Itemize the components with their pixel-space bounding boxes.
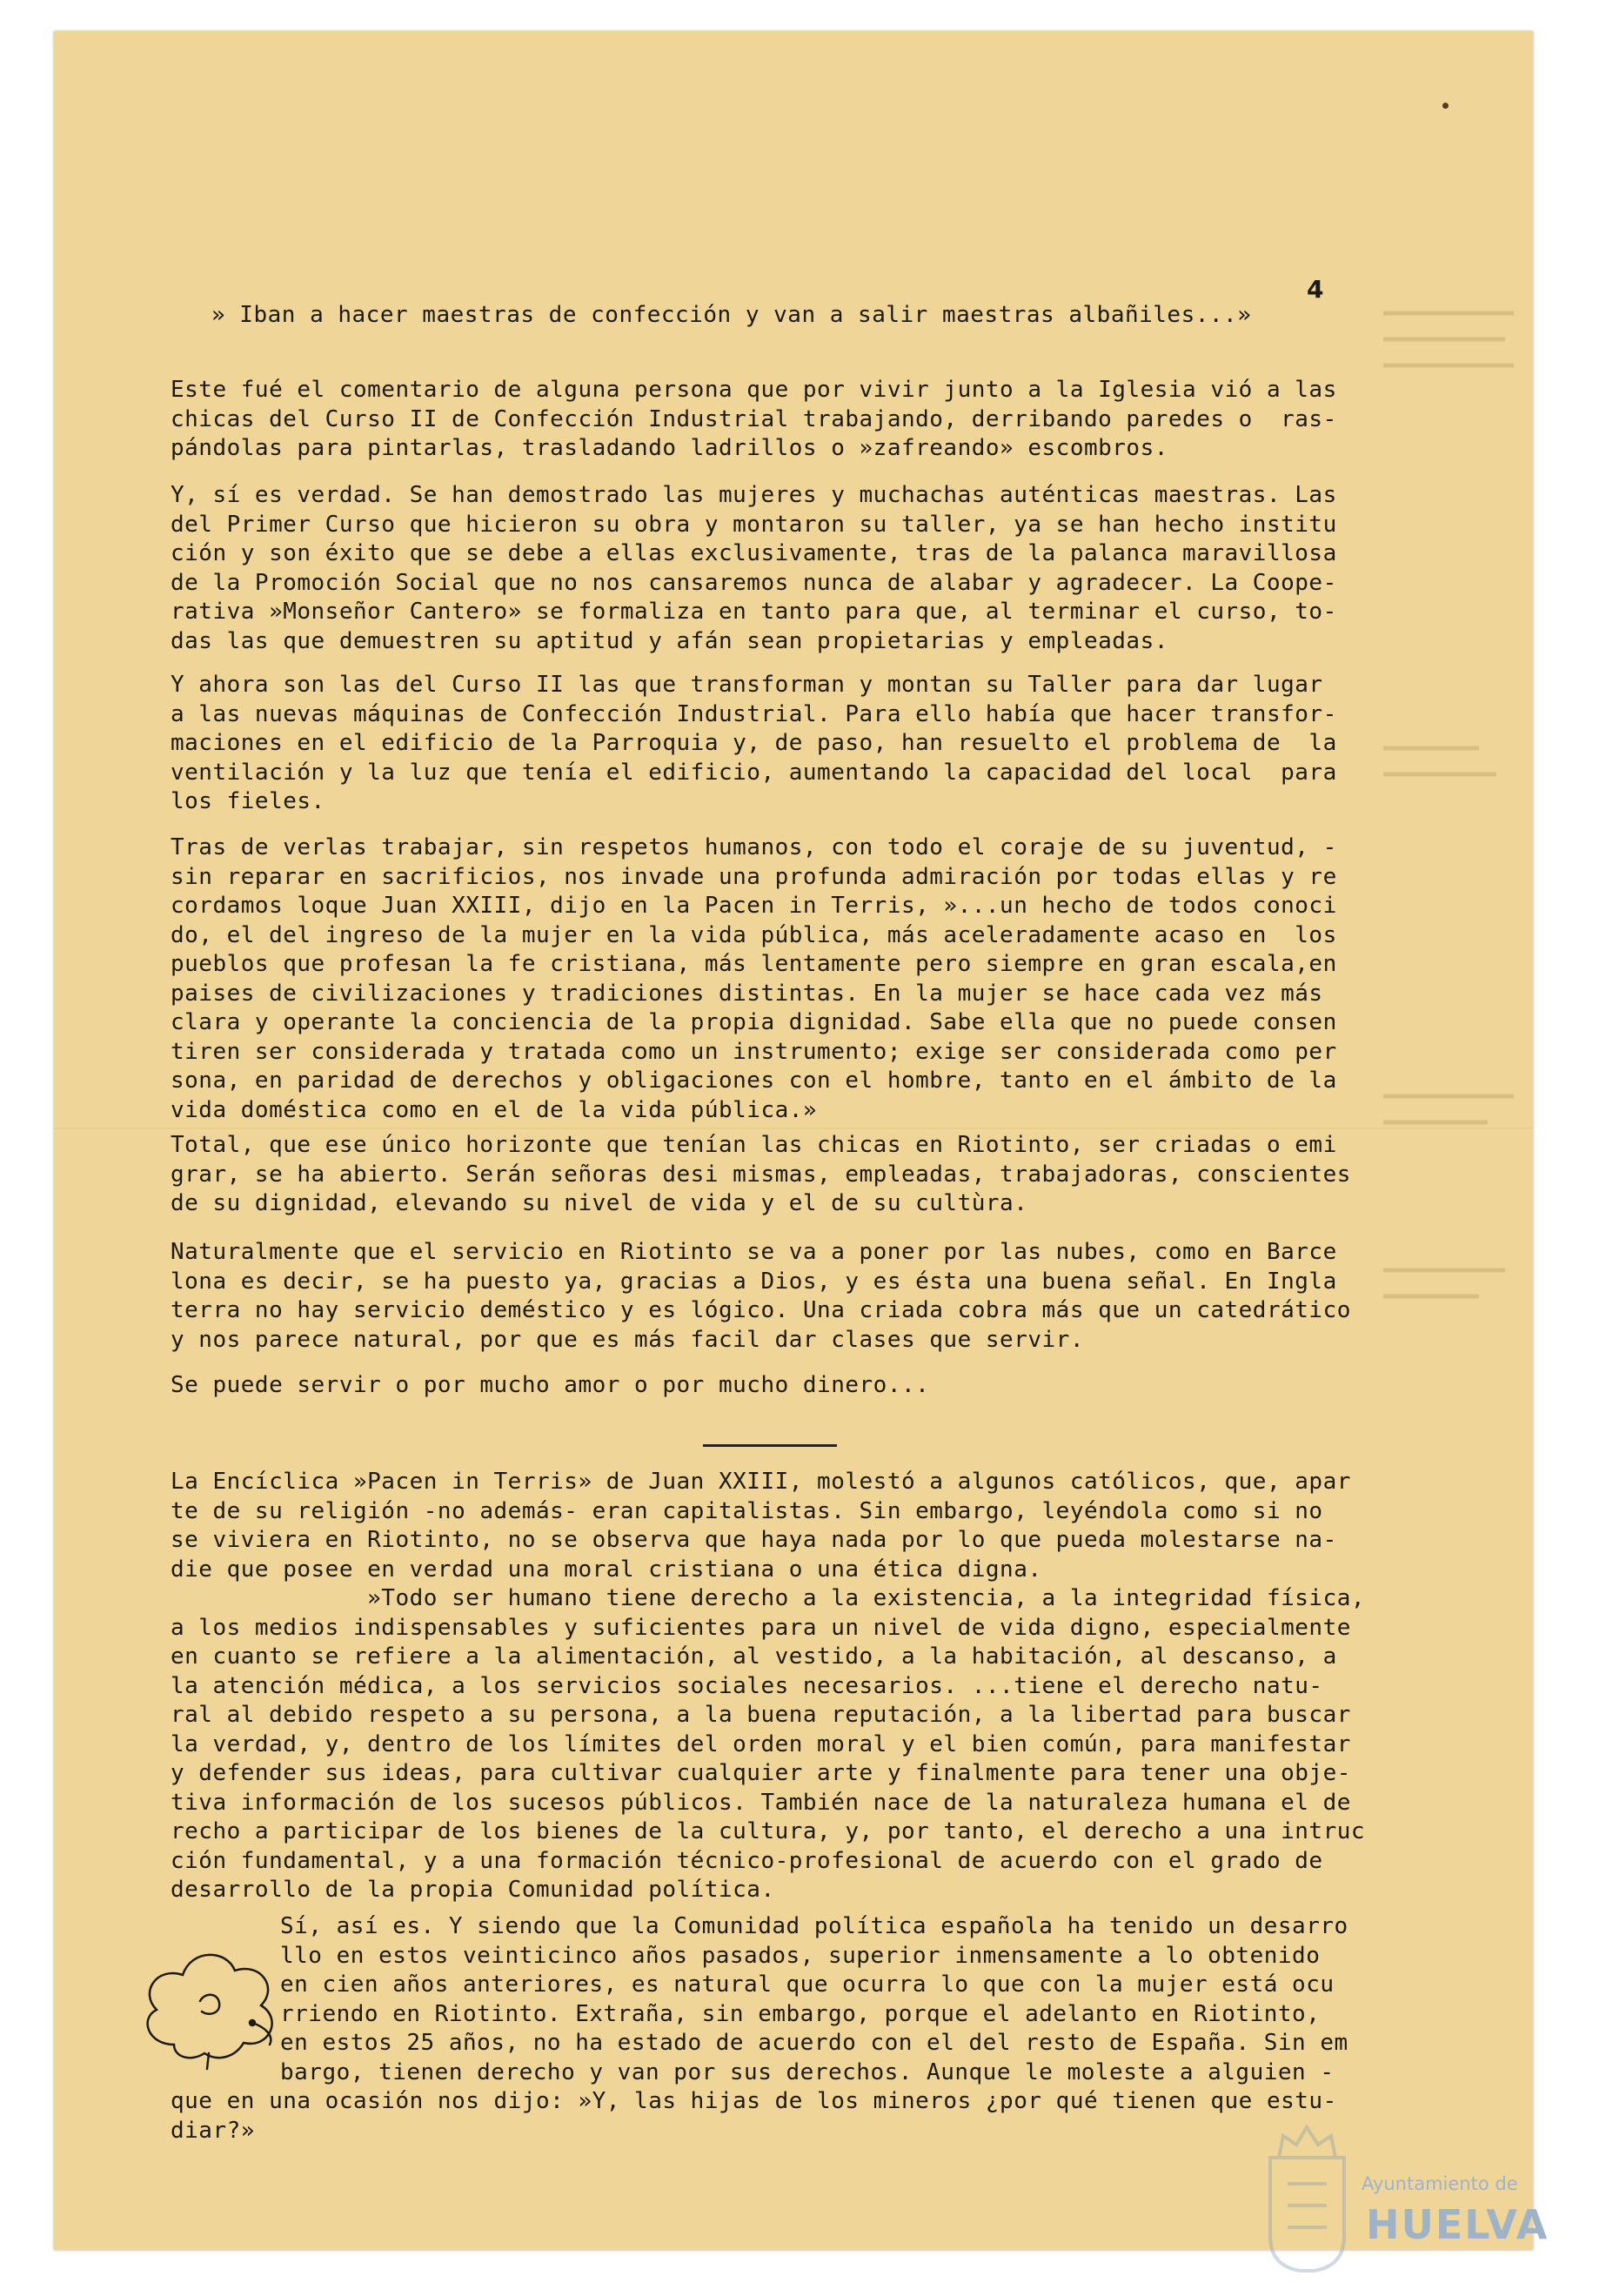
bleed-through-text — [1375, 261, 1522, 1740]
watermark-subtitle: Ayuntamiento de — [1362, 2173, 1518, 2194]
paragraph-line: paises de civilizaciones y tradiciones distintas. En la mujer se hace cada vez más — [171, 980, 1323, 1007]
paragraph-line: Total, que ese único horizonte que tenían las chicas en Riotinto, ser criadas o emi — [171, 1132, 1337, 1158]
paragraph-line: a las nuevas máquinas de Confección Industrial. Para ello había que hacer transfor- — [171, 700, 1337, 727]
section-separator — [703, 1444, 837, 1447]
paragraph-line: de su dignidad, elevando su nivel de vida y el de su cultùra. — [171, 1190, 1028, 1216]
paragraph-line: maciones en el edificio de la Parroquia y, de paso, han resuelto el problema de la — [171, 730, 1337, 756]
paragraph-line: cordamos loque Juan XXIII, dijo en la Pacen in Terris, »...un hecho de todos conoci — [171, 893, 1337, 919]
paragraph-line: clara y operante la conciencia de la propia dignidad. Sabe ella que no puede consen — [171, 1009, 1337, 1035]
paragraph-line: vida doméstica como en el de la vida pública.» — [171, 1096, 818, 1123]
ink-spot — [1442, 103, 1449, 109]
paragraph-line: pándolas para pintarlas, trasladando ladrillos o »zafreando» escombros. — [171, 435, 1168, 461]
conclusion-line: diar?» — [171, 2117, 255, 2144]
paragraph-line: sin reparar en sacrificios, nos invade una profunda admiración por todas ellas y re — [171, 863, 1337, 890]
paragraph-line: pueblos que profesan la fe cristiana, más lentamente pero siempre en gran escala,en — [171, 951, 1337, 977]
paragraph-line: del Primer Curso que hicieron su obra y montaron su taller, ya se han hecho institu — [171, 511, 1337, 538]
paragraph-line: chicas del Curso II de Confección Industrial trabajando, derribando paredes o ras- — [171, 405, 1337, 432]
encyclical-line: recho a participar de los bienes de la cultura, y, por tanto, el derecho a una intruc — [171, 1818, 1366, 1844]
conclusion-line: en estos 25 años, no ha estado de acuerdo con el del resto de España. Sin em — [280, 2030, 1348, 2056]
encyclical-line: tiva información de los sucesos públicos. También nace de la naturaleza humana el de — [171, 1789, 1351, 1816]
encyclical-line: desarrollo de la propia Comunidad política. — [171, 1877, 775, 1903]
encyclical-line: La Encíclica »Pacen in Terris» de Juan XXIII, molestó a algunos católicos, que, apar — [171, 1469, 1351, 1495]
paragraph-line: lona es decir, se ha puesto ya, gracias a Dios, y es ésta una buena señal. En Ingla — [171, 1268, 1337, 1295]
paragraph-line: grar, se ha abierto. Serán señoras desi mismas, empleadas, trabajadoras, conscientes — [171, 1161, 1351, 1188]
paragraph-line: rativa »Monseñor Cantero» se formaliza en tanto para que, al terminar el curso, to- — [171, 599, 1337, 625]
paragraph-line: do, el del ingreso de la mujer en la vida pública, más aceleradamente acaso en los — [171, 921, 1337, 948]
paragraph-line: Y, sí es verdad. Se han demostrado las mujeres y muchachas auténticas maestras. Las — [171, 482, 1337, 508]
conclusion-line: en cien años anteriores, es natural que ocurra lo que con la mujer está ocu — [280, 1971, 1335, 1998]
paragraph-line: ventilación y la luz que tenía el edificio, aumentando la capacidad del local para — [171, 759, 1337, 786]
paragraph-line: sona, en paridad de derechos y obligaciones con el hombre, tanto en el ámbito de la — [171, 1068, 1337, 1094]
paragraph-line: Este fué el comentario de alguna persona que por vivir junto a la Iglesia vió a las — [171, 377, 1337, 403]
header-quote: » Iban a hacer maestras de confección y van a salir maestras albañiles...» — [211, 302, 1252, 328]
paragraph-line: das las que demuestren su aptitud y afán sean propietarias y empleadas. — [171, 627, 1168, 654]
encyclical-line: y defender sus ideas, para cultivar cualquier arte y finalmente para tener una obje- — [171, 1760, 1351, 1786]
paragraph-line: terra no hay servicio deméstico y es lógico. Una criada cobra más que un catedrático — [171, 1297, 1351, 1323]
encyclical-line: a los medios indispensables y suficientes para un nivel de vida digno, especialmente — [171, 1614, 1351, 1641]
encyclical-line: »Todo ser humano tiene derecho a la existencia, a la integridad física, — [171, 1585, 1366, 1611]
paragraph-line: los fieles. — [171, 788, 325, 814]
encyclical-line: ción fundamental, y a una formación técnico-profesional de acuerdo con el grado de — [171, 1847, 1323, 1874]
paragraph-line: Se puede servir o por mucho amor o por mucho dinero... — [171, 1372, 930, 1398]
paragraph-line: Tras de verlas trabajar, sin respetos humanos, con todo el coraje de su juventud, - — [171, 834, 1337, 860]
encyclical-line: la verdad, y, dentro de los límites del orden moral y el bien común, para manifestar — [171, 1730, 1351, 1757]
paragraph-line: de la Promoción Social que no nos cansaremos nunca de alabar y agradecer. La Coope- — [171, 569, 1337, 596]
paragraph-line: Y ahora son las del Curso II las que transforman y montan su Taller para dar lugar — [171, 672, 1323, 698]
encyclical-line: te de su religión -no además- eran capitalistas. Sin embargo, leyéndola como si no — [171, 1497, 1323, 1524]
encyclical-line: en cuanto se refiere a la alimentación, al vestido, a la habitación, al descanso, a — [171, 1643, 1337, 1670]
page-number: 4 — [1307, 275, 1324, 304]
conclusion-line: bargo, tienen derecho y van por sus derechos. Aunque le moleste a alguien - — [280, 2058, 1335, 2085]
paragraph-line: y nos parece natural, por que es más facil dar clases que servir. — [171, 1326, 1084, 1353]
encyclical-line: ral al debido respeto a su persona, a la buena reputación, a la libertad para buscar — [171, 1702, 1351, 1728]
encyclical-line: die que posee en verdad una moral cristiana o una ética digna. — [171, 1556, 1042, 1583]
paragraph-line: tiren ser considerada y tratada como un instrumento; exige ser considerada como per — [171, 1038, 1337, 1065]
conclusion-line: Sí, así es. Y siendo que la Comunidad política española ha tenido un desarro — [280, 1913, 1348, 1939]
conclusion-line: llo en estos veinticinco años pasados, superior inmensamente a lo obtenido — [280, 1942, 1321, 1969]
encyclical-line: la atención médica, a los servicios sociales necesarios. ...tiene el derecho natu- — [171, 1672, 1323, 1699]
paragraph-line: ción y son éxito que se debe a ellas exclusivamente, tras de la palanca maravillosa — [171, 540, 1337, 566]
encyclical-line: se viviera en Riotinto, no se observa que haya nada por lo que pueda molestarse na- — [171, 1527, 1337, 1553]
watermark-name: HUELVA — [1366, 2201, 1549, 2248]
conclusion-line: rriendo en Riotinto. Extraña, sin embargo, porque el adelanto en Riotinto, — [280, 2000, 1321, 2027]
paragraph-line: Naturalmente que el servicio en Riotinto se va a poner por las nubes, como en Barce — [171, 1239, 1337, 1265]
conclusion-line: que en una ocasión nos dijo: »Y, las hijas de los mineros ¿por qué tienen que estu- — [171, 2088, 1337, 2114]
flower-doodle-icon — [122, 1940, 287, 2071]
